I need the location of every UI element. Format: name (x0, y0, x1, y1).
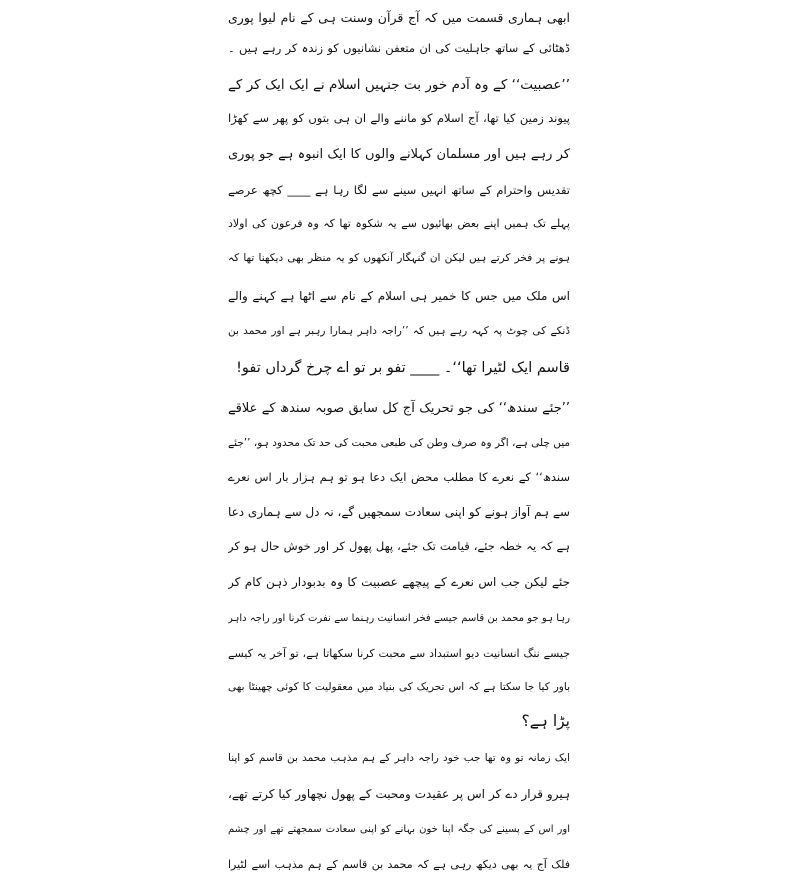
text-line: جئے لیکن جب اس نعرے کے پیچھے عصبیت کا وہ بدبودار ذہن کام کر (228, 575, 570, 589)
text-line: قاسم ایک لٹیرا تھا‘‘۔ ____ تفو بر تو اے چرخ گرداں تفو! (236, 360, 570, 376)
text-line: رہا ہو جو محمد بن قاسم جیسے فخر انسانیت رہنما سے نفرت کرنا اور راجہ داہر (228, 613, 570, 624)
text-line: پڑا ہے؟ (521, 712, 570, 730)
text-line: سے ہم آواز ہونے کو اپنی سعادت سمجھیں گے، نہ دل سے ہماری دعا (228, 505, 570, 519)
text-line: ہے کہ یہ خطہ جئے، قیامت تک جئے، پھل پھول کر اور خوش حال ہو کر (228, 539, 570, 553)
text-line: پیوند زمین کیا تھا، آج اسلام کو ماننے والے ان ہی بتوں کو پھر سے کھڑا (228, 111, 570, 125)
text-line: تقدیس واحترام کے ساتھ انہیں سینے سے لگا رہا ہے ____ کچھ عرصے (228, 183, 570, 197)
text-line: باور کیا جا سکتا ہے کہ اس تحریک کی بنیاد میں معقولیت کا کوئی چھینٹا بھی (228, 681, 570, 693)
text-line: ایک زمانہ تو وہ تھا جب خود راجہ داہر کے ہم مذہب محمد بن قاسم کو اپنا (228, 752, 570, 764)
text-line: میں چلی ہے، اگر وہ صرف وطن کی طبعی محبت کی حد تک محدود ہو، ’’جئے (228, 437, 570, 449)
text-line: اس ملک میں جس کا خمیر ہی اسلام کے نام سے اٹھا ہے کہنے والے (228, 289, 570, 303)
text-line: پہلے تک ہمیں اپنے بعض بھائیوں سے یہ شکوہ تھا کہ وہ فرعون کی اولاد (228, 217, 570, 230)
urdu-text-page (228, 0, 570, 887)
text-line: اور اس کے پسینے کی جگہ اپنا خون بہانے کو اپنی سعادت سمجھتے تھے اور چشم (228, 824, 570, 835)
text-line: ’’جئے سندھ‘‘ کی جو تحریک آج کل سابق صوبہ سندھ کے علاقے (228, 401, 570, 416)
text-line: فلک آج یہ بھی دیکھ رہی ہے کہ محمد بن قاسم کے ہم مذہب اسے لٹیرا (228, 858, 570, 871)
text-line: سندھ‘‘ کے نعرے کا مطلب محض ایک دعا ہو تو ہم ہزار بار اس نعرے (228, 470, 570, 484)
text-line: ہونے پر فخر کرتے ہیں لیکن ان گنہگار آنکھوں کو یہ منظر بھی دیکھنا تھا کہ (228, 252, 570, 264)
text-line: ڈنکے کی چوٹ پہ کہہ رہے ہیں کہ ’’راجہ داہر ہمارا رہبر ہے اور محمد بن (228, 325, 570, 337)
text-line: جیسے ننگ انسانیت دیو استبداد سے محبت کرنا سکھاتا ہے، تو آخر یہ کیسے (228, 647, 570, 660)
text-line: ’’عصبیت‘‘ کے وہ آدم خور بت جنہیں اسلام نے ایک ایک کر کے (228, 77, 570, 93)
text-line: ابھی ہماری قسمت میں کہ آج قرآن وسنت ہی کے نام لیوا پوری (228, 10, 570, 25)
text-line: کر رہے ہیں اور مسلمان کہلانے والوں کا ایک انبوہ ہے جو پوری (228, 147, 570, 162)
text-line: ہیرو قرار دے کر اس پر عقیدت ومحبت کے پھول نچھاور کیا کرتے تھے، (228, 787, 570, 801)
text-line: ڈھٹائی کے ساتھ جاہلیت کی ان متعفن نشانیوں کو زندہ کر رہے ہیں ۔ (228, 41, 570, 55)
